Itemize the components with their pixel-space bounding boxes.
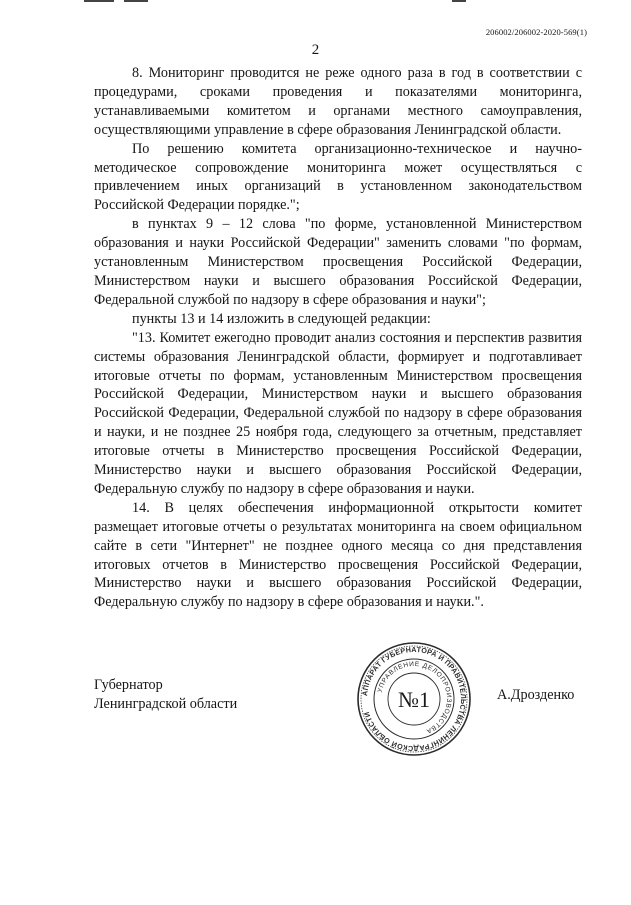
- document-body: [94, 64, 582, 612]
- signatory-title: Губернатор: [94, 677, 163, 693]
- seal-inner-text: УПРАВЛЕНИЕ ДЕЛОПРОИЗВОДСТВА: [376, 660, 453, 735]
- paragraph-14-openness: 14. В целях обеспечения информационной открытости комитет размещает итоговые отчеты о результатах мониторинга на своем официальном сайте в сети "Интернет" не позднее одного месяца со дня представления итоговых отчетов в Министерство просвещения Российской Федерации, Министерство науки и высшего образования Российской Федерации, Федеральную службу по надзору в сфере образования и науки.".: [94, 499, 582, 611]
- paragraph-13-analysis: "13. Комитет ежегодно проводит анализ состояния и перспектив развития системы образования Ленинградской области, формирует и подготавливает итоговые отчеты по формам, установленным Министерством просвещения Российской Федерации, Министерством науки и высшего образования Российской Федерации, Федеральной службой по надзору в сфере образования и науки, и не позднее 25 ноября года, следующего за отчетным, представляет итоговые отчеты в Министерство просвещения Российской Федерации, Министерство науки и высшего образования Российской Федерации, Федеральную службу по надзору в сфере образования и науки.: [94, 329, 582, 497]
- signatory-region: Ленинградской области: [94, 696, 238, 712]
- paragraph-amend-9-12: в пунктах 9 – 12 слова "по форме, установленной Министерством образования и науки Российской Федерации" заменить словами "по формам, установленным Министерством просвещения Российской Федерации, Министерством науки и высшего образования Российской Федерации, Федеральной службой по надзору в сфере образования и науки";: [94, 216, 582, 308]
- paragraph-methodical-support: По решению комитета организационно-техническое и научно-методическое сопровождение мониторинга может осуществляться с привлечением иных организаций в установленном законодательством Российской Федерации порядке.";: [94, 140, 582, 214]
- official-seal-stamp: [354, 640, 474, 758]
- seal-outer-text: АППАРАТ ГУБЕРНАТОРА И ПРАВИТЕЛЬСТВА ЛЕНИНГРАДСКОЙ ОБЛАСТИ: [360, 644, 469, 754]
- document-registration-code: 206002/206002-2020-569(1): [485, 27, 587, 37]
- paragraph-restate-13-14: пункты 13 и 14 изложить в следующей редакции:: [132, 310, 431, 327]
- signatory-position: [94, 676, 237, 714]
- scan-top-edge-left: [84, 0, 114, 2]
- seal-number: №1: [398, 687, 430, 712]
- page-number: 2: [311, 42, 320, 58]
- scan-top-edge-right: [452, 0, 466, 2]
- signatory-name: А.Дрозденко: [497, 687, 575, 703]
- paragraph-8-monitoring: 8. Мониторинг проводится не реже одного раза в год в соответствии с процедурами, сроками проведения и показателями мониторинга, устанавливаемыми комитетом и органами местного самоуправления, осуществляющими управление в сфере образования Ленинградской области.: [94, 65, 582, 138]
- scan-top-edge-mid: [124, 0, 148, 2]
